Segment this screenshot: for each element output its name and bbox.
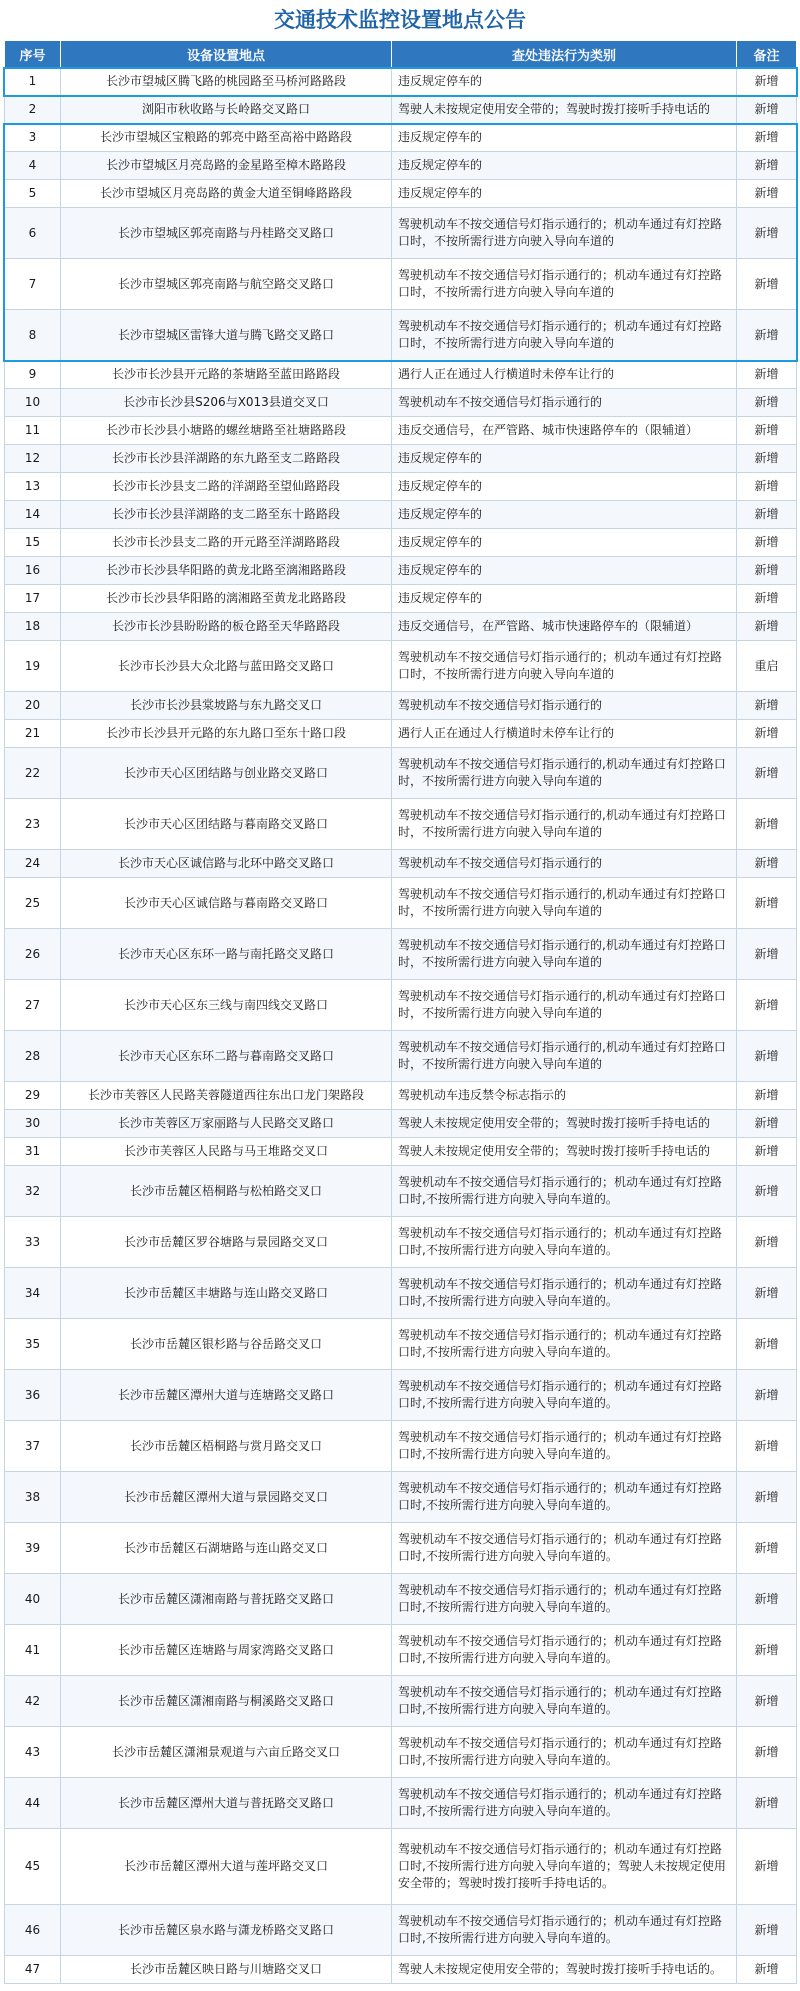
row-location: 长沙市长沙县大众北路与蓝田路交叉路口 <box>61 641 392 692</box>
header-index: 序号 <box>5 41 61 68</box>
row-status: 新增 <box>737 1268 797 1319</box>
row-index: 35 <box>5 1319 61 1370</box>
row-location: 长沙市芙蓉区人民路与马王堆路交叉口 <box>61 1138 392 1166</box>
row-status: 新增 <box>737 850 797 878</box>
row-index: 20 <box>5 692 61 720</box>
row-violation: 驾驶机动车不按交通信号灯指示通行的 <box>392 850 737 878</box>
row-status: 新增 <box>737 529 797 557</box>
row-index: 14 <box>5 501 61 529</box>
row-violation: 驾驶机动车不按交通信号灯指示通行的；机动车通过有灯控路口时，不按所需行进方向驶入导向车道的 <box>392 208 737 259</box>
row-index: 37 <box>5 1421 61 1472</box>
row-violation: 驾驶人未按规定使用安全带的；驾驶时拨打接听手持电话的 <box>392 96 737 124</box>
table-row <box>5 1625 797 1676</box>
row-violation: 驾驶机动车不按交通信号灯指示通行的；机动车通过有灯控路口时,不按所需行进方向驶入导向车道的；驾驶人未按规定使用安全带的；驾驶时拨打接听手持电话的。 <box>392 1829 737 1905</box>
row-violation: 驾驶机动车不按交通信号灯指示通行的；机动车通过有灯控路口时,不按所需行进方向驶入导向车道的。 <box>392 1268 737 1319</box>
row-violation: 驾驶人未按规定使用安全带的；驾驶时拨打接听手持电话的。 <box>392 1956 737 1984</box>
row-location: 长沙市岳麓区潇湘南路与普抚路交叉路口 <box>61 1574 392 1625</box>
row-violation: 驾驶机动车不按交通信号灯指示通行的；机动车通过有灯控路口时,不按所需行进方向驶入导向车道的。 <box>392 1217 737 1268</box>
row-index: 13 <box>5 473 61 501</box>
row-index: 19 <box>5 641 61 692</box>
table-row <box>5 1082 797 1110</box>
table-row <box>5 850 797 878</box>
row-index: 18 <box>5 613 61 641</box>
row-status: 新增 <box>737 878 797 929</box>
row-location: 长沙市天心区团结路与创业路交叉路口 <box>61 748 392 799</box>
row-status: 新增 <box>737 1676 797 1727</box>
row-violation: 违反规定停车的 <box>392 557 737 585</box>
table-row <box>5 980 797 1031</box>
row-location: 长沙市望城区月亮岛路的黄金大道至铜峰路路段 <box>61 180 392 208</box>
table-row <box>5 1905 797 1956</box>
row-index: 42 <box>5 1676 61 1727</box>
row-location: 长沙市长沙县支二路的洋湖路至望仙路路段 <box>61 473 392 501</box>
row-violation: 驾驶机动车不按交通信号灯指示通行的,机动车通过有灯控路口时，不按所需行进方向驶入导向车道的 <box>392 929 737 980</box>
row-status: 新增 <box>737 613 797 641</box>
row-index: 1 <box>5 68 61 96</box>
row-index: 15 <box>5 529 61 557</box>
row-location: 长沙市望城区腾飞路的桃园路至马桥河路路段 <box>61 68 392 96</box>
row-status: 新增 <box>737 980 797 1031</box>
row-location: 长沙市望城区雷锋大道与腾飞路交叉路口 <box>61 310 392 361</box>
row-index: 43 <box>5 1727 61 1778</box>
locations-table <box>4 40 797 1984</box>
row-location: 长沙市长沙县开元路的东九路口至东十路口段 <box>61 720 392 748</box>
row-violation: 违反规定停车的 <box>392 501 737 529</box>
row-violation: 驾驶机动车不按交通信号灯指示通行的；机动车通过有灯控路口时,不按所需行进方向驶入导向车道的。 <box>392 1523 737 1574</box>
row-violation: 违反规定停车的 <box>392 445 737 473</box>
table-row <box>5 310 797 361</box>
row-status: 新增 <box>737 1166 797 1217</box>
row-index: 2 <box>5 96 61 124</box>
table-row <box>5 124 797 152</box>
table-row <box>5 1829 797 1905</box>
row-violation: 驾驶机动车不按交通信号灯指示通行的；机动车通过有灯控路口时,不按所需行进方向驶入导向车道的。 <box>392 1676 737 1727</box>
table-row <box>5 445 797 473</box>
row-index: 29 <box>5 1082 61 1110</box>
row-index: 25 <box>5 878 61 929</box>
row-status: 新增 <box>737 929 797 980</box>
row-status: 新增 <box>737 1829 797 1905</box>
row-location: 长沙市长沙县华阳路的漓湘路至黄龙北路路段 <box>61 585 392 613</box>
table-row <box>5 259 797 310</box>
row-index: 41 <box>5 1625 61 1676</box>
row-location: 长沙市岳麓区梧桐路与赏月路交叉口 <box>61 1421 392 1472</box>
row-index: 36 <box>5 1370 61 1421</box>
row-violation: 驾驶机动车不按交通信号灯指示通行的；机动车通过有灯控路口时,不按所需行进方向驶入导向车道的。 <box>392 1625 737 1676</box>
row-index: 38 <box>5 1472 61 1523</box>
row-status: 新增 <box>737 1472 797 1523</box>
table-row <box>5 501 797 529</box>
row-location: 长沙市岳麓区潭州大道与莲坪路交叉口 <box>61 1829 392 1905</box>
row-violation: 驾驶机动车不按交通信号灯指示通行的；机动车通过有灯控路口时,不按所需行进方向驶入导向车道的。 <box>392 1319 737 1370</box>
row-index: 17 <box>5 585 61 613</box>
row-status: 新增 <box>737 152 797 180</box>
row-index: 5 <box>5 180 61 208</box>
row-violation: 驾驶机动车不按交通信号灯指示通行的 <box>392 389 737 417</box>
row-status: 新增 <box>737 68 797 96</box>
row-status: 新增 <box>737 720 797 748</box>
row-location: 长沙市长沙县S206与X013县道交叉口 <box>61 389 392 417</box>
row-location: 长沙市长沙县洋湖路的东九路至支二路路段 <box>61 445 392 473</box>
row-location: 长沙市长沙县棠坡路与东九路交叉口 <box>61 692 392 720</box>
row-index: 6 <box>5 208 61 259</box>
row-location: 长沙市岳麓区潇湘景观道与六亩丘路交叉口 <box>61 1727 392 1778</box>
table-row <box>5 96 797 124</box>
table-row <box>5 929 797 980</box>
table-row <box>5 585 797 613</box>
row-location: 长沙市长沙县小塘路的螺丝塘路至社塘路路段 <box>61 417 392 445</box>
table-row <box>5 389 797 417</box>
row-index: 30 <box>5 1110 61 1138</box>
row-status: 新增 <box>737 180 797 208</box>
row-status: 新增 <box>737 361 797 389</box>
row-location: 长沙市芙蓉区人民路芙蓉隧道西往东出口龙门架路段 <box>61 1082 392 1110</box>
row-location: 长沙市望城区宝粮路的郭亮中路至高裕中路路段 <box>61 124 392 152</box>
table-row <box>5 417 797 445</box>
row-status: 新增 <box>737 1778 797 1829</box>
row-location: 长沙市长沙县洋湖路的支二路至东十路路段 <box>61 501 392 529</box>
row-location: 长沙市岳麓区潇湘南路与桐溪路交叉路口 <box>61 1676 392 1727</box>
row-location: 长沙市岳麓区潭州大道与连塘路交叉路口 <box>61 1370 392 1421</box>
row-violation: 驾驶机动车不按交通信号灯指示通行的,机动车通过有灯控路口时，不按所需行进方向驶入导向车道的 <box>392 1031 737 1082</box>
row-status: 新增 <box>737 692 797 720</box>
row-index: 39 <box>5 1523 61 1574</box>
table-row <box>5 1166 797 1217</box>
row-violation: 驾驶人未按规定使用安全带的；驾驶时拨打接听手持电话的 <box>392 1110 737 1138</box>
row-location: 长沙市岳麓区潭州大道与景园路交叉口 <box>61 1472 392 1523</box>
table-row <box>5 68 797 96</box>
row-violation: 驾驶机动车不按交通信号灯指示通行的；机动车通过有灯控路口时,不按所需行进方向驶入导向车道的。 <box>392 1370 737 1421</box>
row-status: 新增 <box>737 1082 797 1110</box>
row-location: 长沙市长沙县开元路的茶塘路至蓝田路路段 <box>61 361 392 389</box>
row-index: 7 <box>5 259 61 310</box>
table-row <box>5 613 797 641</box>
row-status: 新增 <box>737 1956 797 1984</box>
row-status: 新增 <box>737 445 797 473</box>
row-status: 新增 <box>737 417 797 445</box>
row-status: 新增 <box>737 1421 797 1472</box>
row-location: 长沙市岳麓区银杉路与谷岳路交叉口 <box>61 1319 392 1370</box>
row-location: 长沙市岳麓区丰塘路与连山路交叉路口 <box>61 1268 392 1319</box>
row-location: 长沙市芙蓉区万家丽路与人民路交叉路口 <box>61 1110 392 1138</box>
row-status: 新增 <box>737 389 797 417</box>
row-location: 长沙市望城区郭亮南路与丹桂路交叉路口 <box>61 208 392 259</box>
row-location: 长沙市岳麓区梧桐路与松柏路交叉口 <box>61 1166 392 1217</box>
row-status: 新增 <box>737 501 797 529</box>
row-status: 新增 <box>737 1523 797 1574</box>
table-row <box>5 1421 797 1472</box>
row-violation: 遇行人正在通过人行横道时未停车让行的 <box>392 720 737 748</box>
row-violation: 驾驶机动车不按交通信号灯指示通行的,机动车通过有灯控路口时，不按所需行进方向驶入导向车道的 <box>392 799 737 850</box>
row-location: 长沙市长沙县支二路的开元路至洋湖路路段 <box>61 529 392 557</box>
row-index: 23 <box>5 799 61 850</box>
header-remark: 备注 <box>737 41 797 68</box>
table-row <box>5 1110 797 1138</box>
row-violation: 违反交通信号，在严管路、城市快速路停车的（限辅道） <box>392 417 737 445</box>
row-location: 长沙市岳麓区映日路与川塘路交叉口 <box>61 1956 392 1984</box>
row-location: 长沙市望城区月亮岛路的金星路至樟木路路段 <box>61 152 392 180</box>
row-violation: 违反规定停车的 <box>392 68 737 96</box>
row-violation: 驾驶机动车不按交通信号灯指示通行的；机动车通过有灯控路口时,不按所需行进方向驶入导向车道的。 <box>392 1727 737 1778</box>
row-violation: 驾驶机动车不按交通信号灯指示通行的；机动车通过有灯控路口时,不按所需行进方向驶入导向车道的。 <box>392 1905 737 1956</box>
row-index: 9 <box>5 361 61 389</box>
row-status: 新增 <box>737 310 797 361</box>
row-status: 新增 <box>737 1217 797 1268</box>
row-location: 长沙市岳麓区罗谷塘路与景园路交叉口 <box>61 1217 392 1268</box>
row-location: 浏阳市秋收路与长岭路交叉路口 <box>61 96 392 124</box>
row-index: 31 <box>5 1138 61 1166</box>
row-status: 新增 <box>737 1727 797 1778</box>
table-row <box>5 641 797 692</box>
row-status: 新增 <box>737 473 797 501</box>
row-index: 21 <box>5 720 61 748</box>
row-violation: 违反交通信号，在严管路、城市快速路停车的（限辅道） <box>392 613 737 641</box>
row-violation: 驾驶机动车不按交通信号灯指示通行的,机动车通过有灯控路口时，不按所需行进方向驶入导向车道的 <box>392 878 737 929</box>
row-violation: 违反规定停车的 <box>392 152 737 180</box>
row-location: 长沙市天心区东环二路与暮南路交叉路口 <box>61 1031 392 1082</box>
row-violation: 违反规定停车的 <box>392 529 737 557</box>
row-index: 8 <box>5 310 61 361</box>
row-index: 47 <box>5 1956 61 1984</box>
table-row <box>5 748 797 799</box>
table-row <box>5 1523 797 1574</box>
row-violation: 遇行人正在通过人行横道时未停车让行的 <box>392 361 737 389</box>
table-row <box>5 1676 797 1727</box>
table-row <box>5 208 797 259</box>
row-violation: 驾驶机动车不按交通信号灯指示通行的；机动车通过有灯控路口时,不按所需行进方向驶入导向车道的。 <box>392 1574 737 1625</box>
table-row <box>5 152 797 180</box>
header-location: 设备设置地点 <box>61 41 392 68</box>
table-row <box>5 1031 797 1082</box>
row-status: 新增 <box>737 557 797 585</box>
row-index: 24 <box>5 850 61 878</box>
row-location: 长沙市天心区东三线与南四线交叉路口 <box>61 980 392 1031</box>
row-status: 新增 <box>737 259 797 310</box>
row-status: 新增 <box>737 1138 797 1166</box>
row-status: 新增 <box>737 1031 797 1082</box>
row-location: 长沙市岳麓区石湖塘路与连山路交叉口 <box>61 1523 392 1574</box>
row-violation: 驾驶机动车不按交通信号灯指示通行的 <box>392 692 737 720</box>
row-location: 长沙市岳麓区潭州大道与普抚路交叉路口 <box>61 1778 392 1829</box>
row-index: 46 <box>5 1905 61 1956</box>
row-location: 长沙市天心区诚信路与北环中路交叉路口 <box>61 850 392 878</box>
row-index: 34 <box>5 1268 61 1319</box>
row-index: 45 <box>5 1829 61 1905</box>
row-violation: 驾驶机动车不按交通信号灯指示通行的；机动车通过有灯控路口时，不按所需行进方向驶入导向车道的 <box>392 259 737 310</box>
row-index: 28 <box>5 1031 61 1082</box>
row-index: 26 <box>5 929 61 980</box>
table-row <box>5 180 797 208</box>
row-status: 新增 <box>737 1110 797 1138</box>
row-status: 新增 <box>737 1319 797 1370</box>
row-status: 重启 <box>737 641 797 692</box>
table-row <box>5 1319 797 1370</box>
row-violation: 违反规定停车的 <box>392 180 737 208</box>
row-violation: 驾驶机动车不按交通信号灯指示通行的,机动车通过有灯控路口时，不按所需行进方向驶入导向车道的 <box>392 980 737 1031</box>
table-row <box>5 1268 797 1319</box>
row-violation: 驾驶人未按规定使用安全带的；驾驶时拨打接听手持电话的 <box>392 1138 737 1166</box>
table-row <box>5 1472 797 1523</box>
row-location: 长沙市天心区诚信路与暮南路交叉路口 <box>61 878 392 929</box>
table-row <box>5 799 797 850</box>
table-row <box>5 692 797 720</box>
table-row <box>5 720 797 748</box>
table-row <box>5 361 797 389</box>
row-location: 长沙市天心区东环一路与南托路交叉路口 <box>61 929 392 980</box>
row-location: 长沙市望城区郭亮南路与航空路交叉路口 <box>61 259 392 310</box>
row-status: 新增 <box>737 208 797 259</box>
table-header-row <box>5 41 797 68</box>
table-row <box>5 1727 797 1778</box>
row-index: 11 <box>5 417 61 445</box>
row-violation: 驾驶机动车违反禁令标志指示的 <box>392 1082 737 1110</box>
table-row <box>5 878 797 929</box>
row-index: 27 <box>5 980 61 1031</box>
row-violation: 驾驶机动车不按交通信号灯指示通行的；机动车通过有灯控路口时,不按所需行进方向驶入导向车道的。 <box>392 1472 737 1523</box>
row-violation: 驾驶机动车不按交通信号灯指示通行的；机动车通过有灯控路口时,不按所需行进方向驶入导向车道的。 <box>392 1778 737 1829</box>
table-row <box>5 529 797 557</box>
row-location: 长沙市长沙县盼盼路的板仓路至天华路路段 <box>61 613 392 641</box>
table-row <box>5 1138 797 1166</box>
row-location: 长沙市天心区团结路与暮南路交叉路口 <box>61 799 392 850</box>
row-status: 新增 <box>737 96 797 124</box>
table-row <box>5 1956 797 1984</box>
row-index: 40 <box>5 1574 61 1625</box>
table-row <box>5 473 797 501</box>
row-location: 长沙市岳麓区连塘路与周家湾路交叉路口 <box>61 1625 392 1676</box>
row-violation: 违反规定停车的 <box>392 124 737 152</box>
table-row <box>5 1217 797 1268</box>
row-status: 新增 <box>737 748 797 799</box>
row-violation: 驾驶机动车不按交通信号灯指示通行的；机动车通过有灯控路口时,不按所需行进方向驶入导向车道的。 <box>392 1421 737 1472</box>
table-row <box>5 1574 797 1625</box>
row-status: 新增 <box>737 1370 797 1421</box>
row-violation: 驾驶机动车不按交通信号灯指示通行的,机动车通过有灯控路口时，不按所需行进方向驶入导向车道的 <box>392 748 737 799</box>
row-status: 新增 <box>737 585 797 613</box>
row-location: 长沙市长沙县华阳路的黄龙北路至漓湘路路段 <box>61 557 392 585</box>
row-index: 10 <box>5 389 61 417</box>
row-index: 3 <box>5 124 61 152</box>
table-row <box>5 557 797 585</box>
table-row <box>5 1778 797 1829</box>
table-row <box>5 1370 797 1421</box>
row-index: 16 <box>5 557 61 585</box>
row-violation: 驾驶机动车不按交通信号灯指示通行的；机动车通过有灯控路口时,不按所需行进方向驶入导向车道的。 <box>392 1166 737 1217</box>
row-violation: 驾驶机动车不按交通信号灯指示通行的；机动车通过有灯控路口时，不按所需行进方向驶入导向车道的 <box>392 310 737 361</box>
page-title: 交通技术监控设置地点公告 <box>274 8 526 32</box>
header-violation: 查处违法行为类别 <box>392 41 737 68</box>
row-index: 22 <box>5 748 61 799</box>
row-violation: 驾驶机动车不按交通信号灯指示通行的；机动车通过有灯控路口时，不按所需行进方向驶入导向车道的 <box>392 641 737 692</box>
row-status: 新增 <box>737 1625 797 1676</box>
row-violation: 违反规定停车的 <box>392 585 737 613</box>
row-index: 44 <box>5 1778 61 1829</box>
row-location: 长沙市岳麓区泉水路与潇龙桥路交叉路口 <box>61 1905 392 1956</box>
row-index: 4 <box>5 152 61 180</box>
row-index: 33 <box>5 1217 61 1268</box>
row-status: 新增 <box>737 124 797 152</box>
row-violation: 违反规定停车的 <box>392 473 737 501</box>
row-status: 新增 <box>737 1574 797 1625</box>
row-status: 新增 <box>737 1905 797 1956</box>
row-status: 新增 <box>737 799 797 850</box>
row-index: 12 <box>5 445 61 473</box>
row-index: 32 <box>5 1166 61 1217</box>
